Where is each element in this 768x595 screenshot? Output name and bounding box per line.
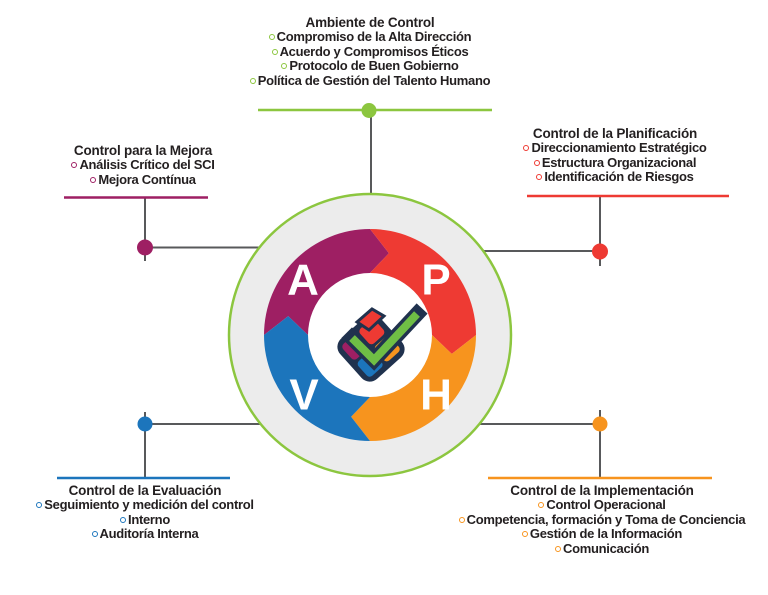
list-item: Control Operacional (437, 498, 767, 513)
section-title: Ambiente de Control (305, 15, 435, 30)
dot-implementacion (593, 417, 608, 432)
list-item: Análisis Crítico del SCI (43, 158, 243, 173)
list-item: Gestión de la Información (437, 527, 767, 542)
list-item: Competencia, formación y Toma de Conciencia (437, 513, 767, 528)
list-item: Compromiso de la Alta Dirección (185, 30, 555, 45)
bullet-icon (71, 162, 77, 168)
bullet-icon (120, 517, 126, 523)
dot-mejora (137, 240, 153, 256)
list-item: Estructura Organizacional (495, 156, 735, 171)
letter-h: H (420, 370, 452, 420)
bullet-icon (459, 517, 465, 523)
bullet-icon (92, 531, 98, 537)
section-control-mejora (43, 143, 243, 187)
section-title: Control de la Planificación (532, 126, 698, 141)
list-item: Auditoría Interna (5, 527, 285, 542)
section-control-implementacion (437, 483, 767, 556)
bullet-icon (538, 502, 544, 508)
bullet-icon (523, 145, 529, 151)
list-item: Comunicación (437, 542, 767, 557)
list-item: Protocolo de Buen Gobierno (185, 59, 555, 74)
section-control-evaluacion (5, 483, 285, 542)
list-item: Interno (5, 513, 285, 528)
section-title: Control de la Evaluación (68, 483, 222, 498)
letter-a: A (287, 255, 319, 305)
bullet-icon (536, 174, 542, 180)
bullet-icon (522, 531, 528, 537)
section-control-planificacion (495, 126, 735, 185)
bullet-icon (555, 546, 561, 552)
letter-p: P (421, 255, 451, 305)
list-item: Acuerdo y Compromisos Éticos (185, 45, 555, 60)
letter-v: V (289, 370, 319, 420)
section-title: Control de la Implementación (510, 483, 694, 498)
list-item: Política de Gestión del Talento Humano (185, 74, 555, 89)
dot-ambiente (362, 103, 377, 118)
bullet-icon (36, 502, 42, 508)
section-title: Control para la Mejora (73, 143, 213, 158)
bullet-icon (250, 78, 256, 84)
list-item: Identificación de Riesgos (495, 170, 735, 185)
dot-evaluacion (138, 417, 153, 432)
bullet-icon (272, 49, 278, 55)
bullet-icon (281, 63, 287, 69)
list-item: Mejora Contínua (43, 173, 243, 188)
section-ambiente-de-control (185, 15, 555, 88)
bullet-icon (269, 34, 275, 40)
list-item: Seguimiento y medición del control (5, 498, 285, 513)
bullet-icon (534, 160, 540, 166)
bullet-icon (90, 177, 96, 183)
dot-planificacion (592, 244, 608, 260)
list-item: Direccionamiento Estratégico (495, 141, 735, 156)
